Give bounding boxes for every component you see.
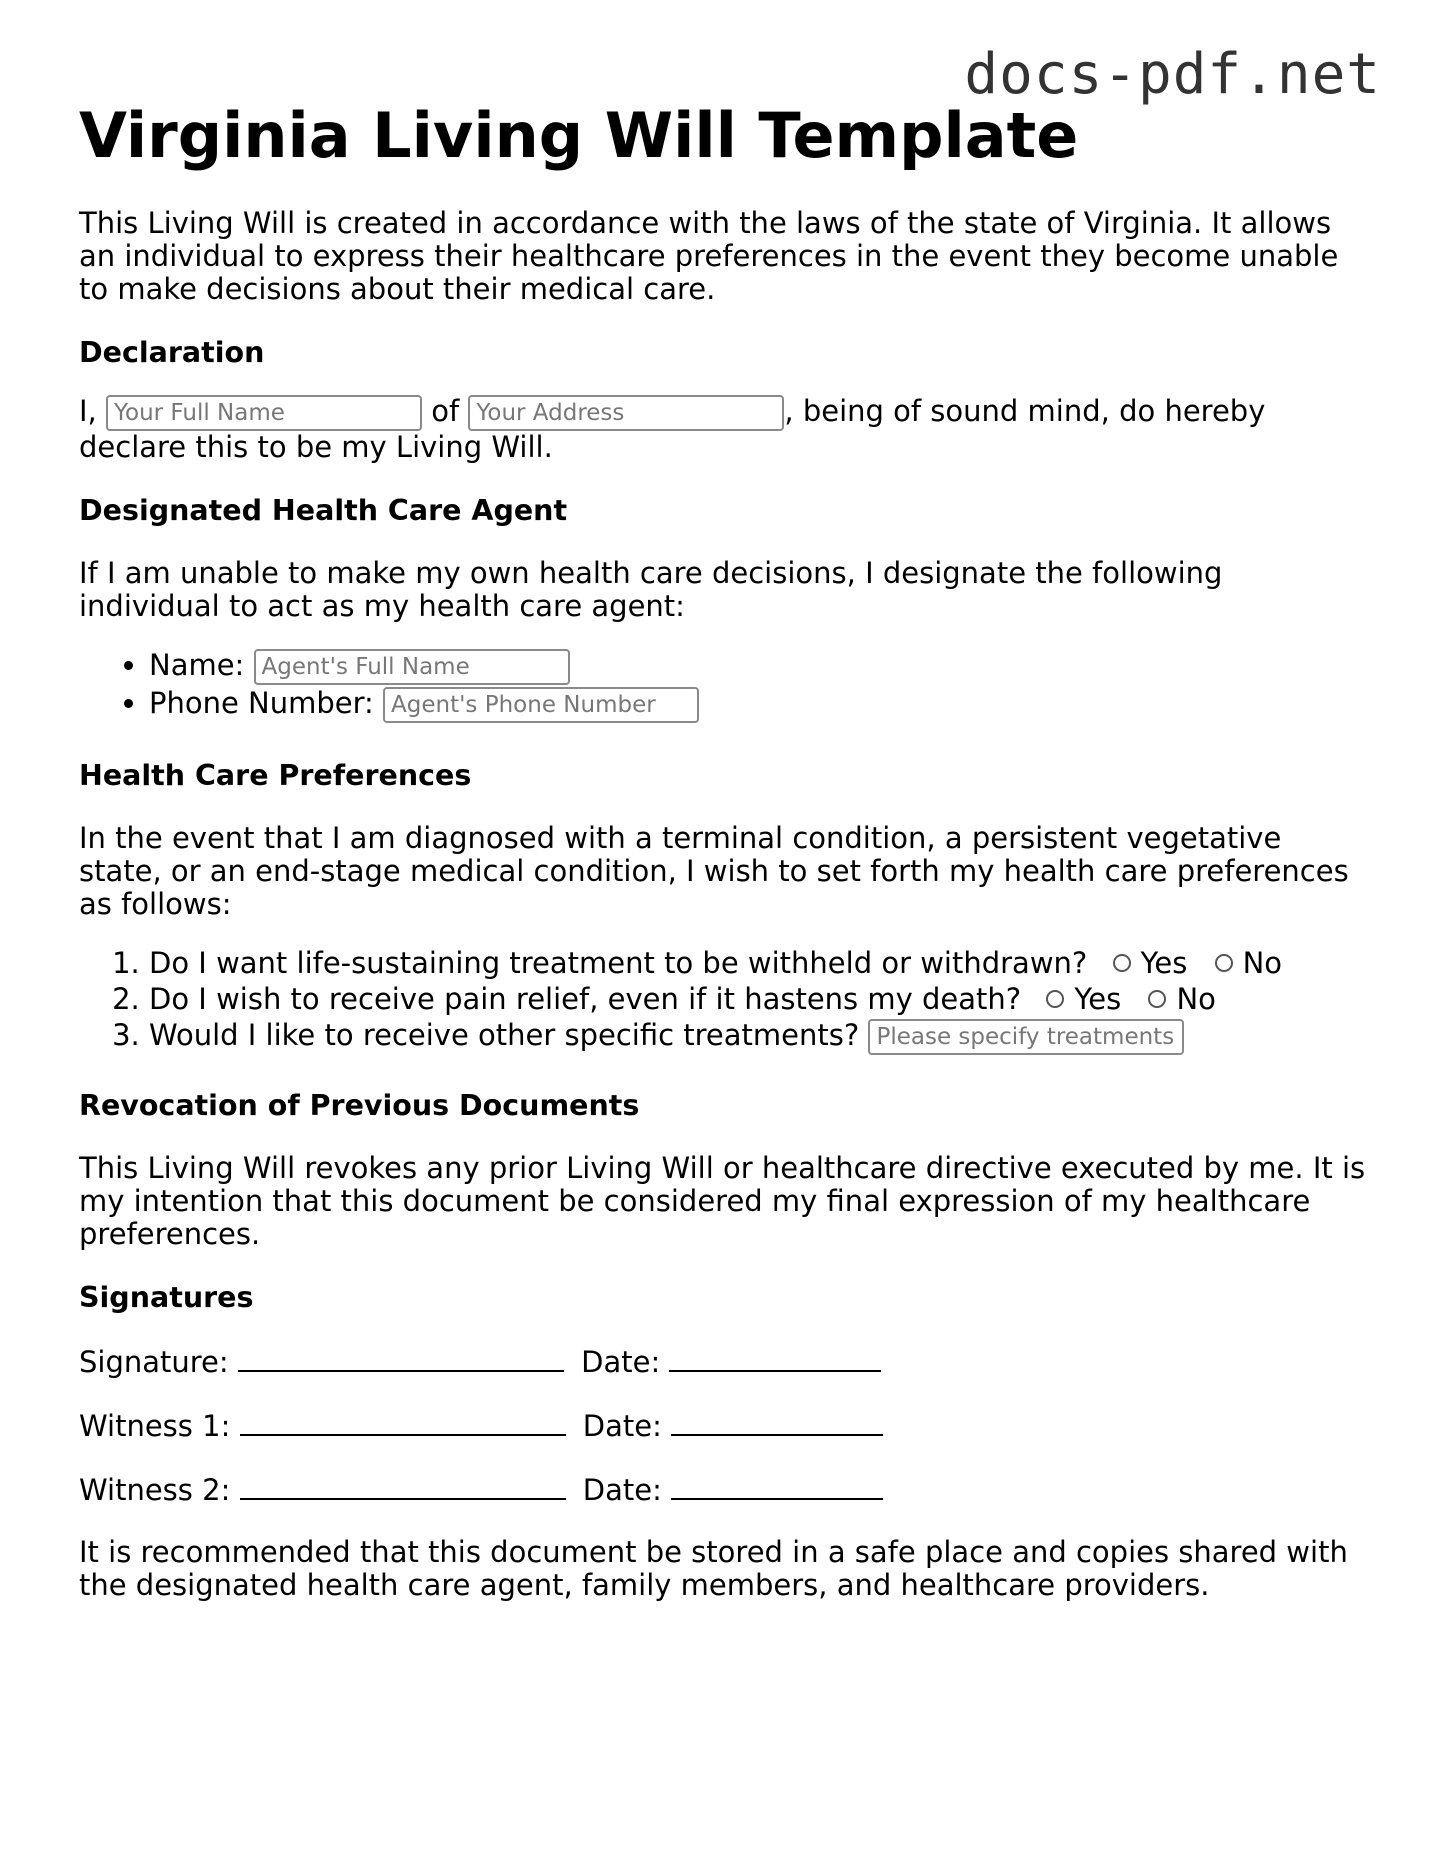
intro-paragraph: This Living Will is created in accordance with the laws of the state of Virginia. It allows an individual to express their healthcare preferences in the event they become unable to make decisions about their medical care. (79, 206, 1339, 306)
q1-no-label: No (1242, 946, 1283, 980)
preferences-list (79, 945, 1369, 1055)
signature-line[interactable] (238, 1344, 564, 1372)
address-input[interactable] (468, 395, 784, 431)
agent-phone-label: Phone Number: (149, 686, 374, 720)
q2-no-label: No (1176, 982, 1216, 1016)
full-name-input[interactable] (106, 395, 422, 431)
witness2-date-line[interactable] (671, 1472, 883, 1500)
declaration-of: of (431, 394, 460, 428)
specific-treatments-input[interactable] (868, 1019, 1184, 1055)
witness1-label: Witness 1: (79, 1409, 231, 1443)
signature-label: Signature: (79, 1345, 229, 1379)
document-page (79, 100, 1369, 1602)
declaration-heading: Declaration (79, 336, 265, 369)
signature-date-line[interactable] (669, 1344, 881, 1372)
agent-name-input[interactable] (254, 649, 570, 685)
question-3: Would I like to receive other specific treatments? (149, 1018, 860, 1052)
agent-paragraph: If I am unable to make my own health care decisions, I designate the following individual to act as my health care agent: (79, 556, 1223, 623)
declaration-prefix: I, (79, 394, 97, 428)
footer-note: It is recommended that this document be stored in a safe place and copies shared with the designated health care agent, family members, and healthcare providers. (79, 1535, 1348, 1602)
witness1-date-line[interactable] (671, 1408, 883, 1436)
list-item (149, 685, 1369, 723)
preferences-heading: Health Care Preferences (79, 759, 472, 792)
declaration-suffix: , being of sound mind, do hereby declare this to be my Living Will. (79, 394, 1266, 464)
list-item (149, 647, 1369, 685)
preferences-paragraph: In the event that I am diagnosed with a terminal condition, a persistent vegetative state, or an end-stage medical condition, I wish to set forth my health care preferences as follows: (79, 821, 1349, 921)
agent-details-list (79, 647, 1369, 723)
signature-date-label: Date: (581, 1345, 661, 1379)
witness1-date-label: Date: (582, 1409, 662, 1443)
agent-name-label: Name: (149, 648, 245, 682)
list-item (149, 945, 1369, 981)
agent-phone-input[interactable] (383, 687, 699, 723)
witness2-date-label: Date: (582, 1473, 662, 1507)
q2-no-radio[interactable] (1148, 990, 1166, 1008)
witness1-row (79, 1408, 1369, 1443)
q1-no-radio[interactable] (1215, 954, 1233, 972)
agent-heading: Designated Health Care Agent (79, 494, 568, 527)
question-1: Do I want life-sustaining treatment to be withheld or withdrawn? (149, 946, 1088, 980)
watermark: docs-pdf.net (964, 42, 1381, 107)
witness2-signature-line[interactable] (240, 1472, 566, 1500)
revocation-paragraph: This Living Will revokes any prior Living Will or healthcare directive executed by me. It is my intention that this document be considered my final expression of my healthcare preferences. (79, 1151, 1366, 1251)
witness2-label: Witness 2: (79, 1473, 231, 1507)
witness1-signature-line[interactable] (240, 1408, 566, 1436)
q1-yes-label: Yes (1140, 946, 1188, 980)
declaration-paragraph (79, 395, 1369, 464)
list-item (149, 1017, 1369, 1055)
list-item (149, 981, 1369, 1017)
q2-yes-radio[interactable] (1046, 990, 1064, 1008)
q2-yes-label: Yes (1074, 982, 1122, 1016)
revocation-heading: Revocation of Previous Documents (79, 1089, 640, 1122)
page-title: Virginia Living Will Template (79, 99, 1079, 172)
q1-yes-radio[interactable] (1113, 954, 1131, 972)
question-2: Do I wish to receive pain relief, even if it hastens my death? (149, 982, 1022, 1016)
signatures-heading: Signatures (79, 1281, 254, 1314)
witness2-row (79, 1472, 1369, 1507)
signature-row (79, 1344, 1369, 1379)
